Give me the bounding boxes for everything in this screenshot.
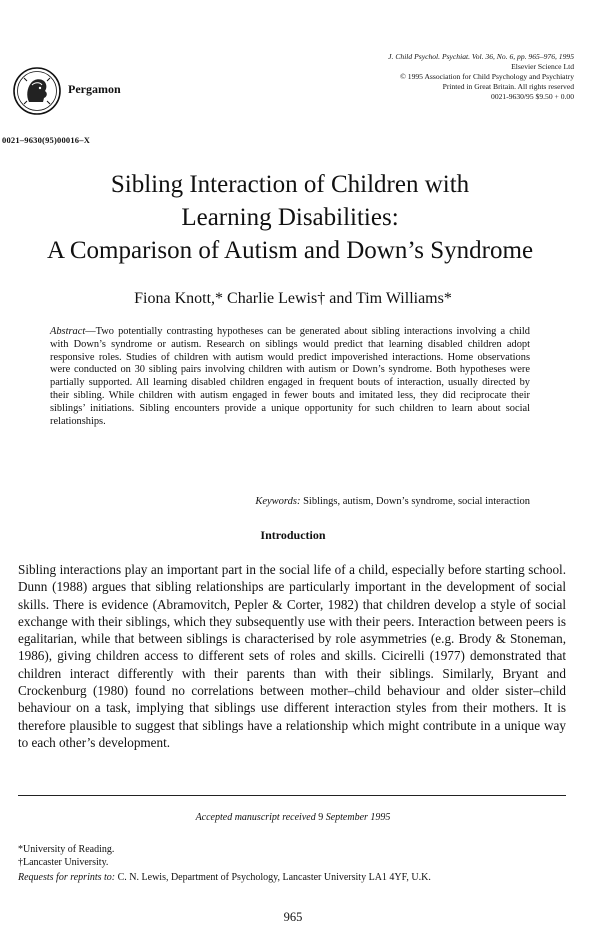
- section-heading: Introduction: [260, 528, 326, 542]
- footnote-divider: [18, 795, 566, 796]
- keywords: [255, 496, 530, 507]
- journal-copyright: © 1995 Association for Child Psychology and Psychiatry: [400, 72, 574, 81]
- journal-publisher: Elsevier Science Ltd: [511, 62, 574, 71]
- footnote: †Lancaster University.: [18, 856, 109, 868]
- accepted-day: 9: [318, 812, 324, 823]
- journal-info: [314, 52, 574, 102]
- accepted-month-year: September 1995: [323, 812, 391, 823]
- keywords-label: Keywords:: [255, 496, 301, 507]
- page-number: 965: [283, 910, 303, 924]
- document-id: 0021–9630(95)00016–X: [2, 135, 91, 145]
- title-line: A Comparison of Autism and Down’s Syndrome: [46, 237, 534, 264]
- journal-printed: Printed in Great Britain. All rights reserved: [442, 82, 574, 91]
- accepted-label: Accepted manuscript received: [195, 812, 319, 823]
- reprints-request: [18, 872, 431, 883]
- authors: Fiona Knott,* Charlie Lewis† and Tim Williams*: [134, 290, 452, 307]
- keywords-text: Siblings, autism, Down’s syndrome, social interaction: [300, 496, 530, 507]
- abstract: [50, 326, 530, 428]
- title-line: Learning Disabilities:: [181, 204, 399, 231]
- reprints-text: C. N. Lewis, Department of Psychology, Lancaster University LA1 4YF, U.K.: [115, 872, 431, 883]
- footnote: *University of Reading.: [18, 844, 115, 855]
- title-line: Sibling Interaction of Children with: [110, 171, 470, 198]
- reprints-label: Requests for reprints to:: [18, 872, 116, 883]
- publisher-name: Pergamon: [68, 82, 121, 96]
- article-title: [10, 168, 570, 267]
- pergamon-logo-icon: [12, 66, 62, 116]
- abstract-label: Abstract: [50, 326, 86, 337]
- affiliation-footnotes: [18, 844, 114, 869]
- accepted-date: [0, 812, 586, 823]
- journal-price: 0021-9630/95 $9.50 + 0.00: [491, 92, 574, 101]
- journal-citation: J. Child Psychol. Psychiat. Vol. 36, No. 6, pp. 965–976, 1995: [388, 52, 574, 61]
- body-paragraph: Sibling interactions play an important part in the social life of a child, especially before starting school. Dunn (1988) argues that sibling relationships are particularly important in the development of social skills. There is evidence (Abramovitch, Pepler & Corter, 1982) that children develop a style of social exchange with their siblings, which they subsequently use with their peers. Interaction between peers is egalitarian, while that between siblings is characterised by role asymmetries (e.g. Brody & Stoneman, 1986), giving children access to different sets of roles and skills. Cicirelli (1977) demonstrated that children interact differently with their parents than with their siblings. Similarly, Bryant and Crockenburg (1980) found no correlations between mother–child behaviour and older sister–child behaviour on a task, implying that siblings use different interaction styles from their mothers. It is therefore plausible to suggest that siblings have a relationship which might contribute in a unique way to each other’s development.: [18, 562, 566, 750]
- abstract-text: —Two potentially contrasting hypotheses can be generated about sibling interactions involving a child with Down’s syndrome or autism. Research on siblings would predict that learning disabled children adopt responsive roles. Studies of children with autism would predict impoverished interactions. Home observations were conducted on 30 sibling pairs involving children with autism or Down’s syndrome. Both hypotheses were partially supported. All learning disabled children engaged in frequent bouts of interaction, usually directed by their sibling. While children with autism engaged in fewer bouts and imitated less, they did reciprocate their siblings’ initiations. Sibling encounters provide a unique opportunity for such children to learn about social relationships.: [50, 326, 530, 427]
